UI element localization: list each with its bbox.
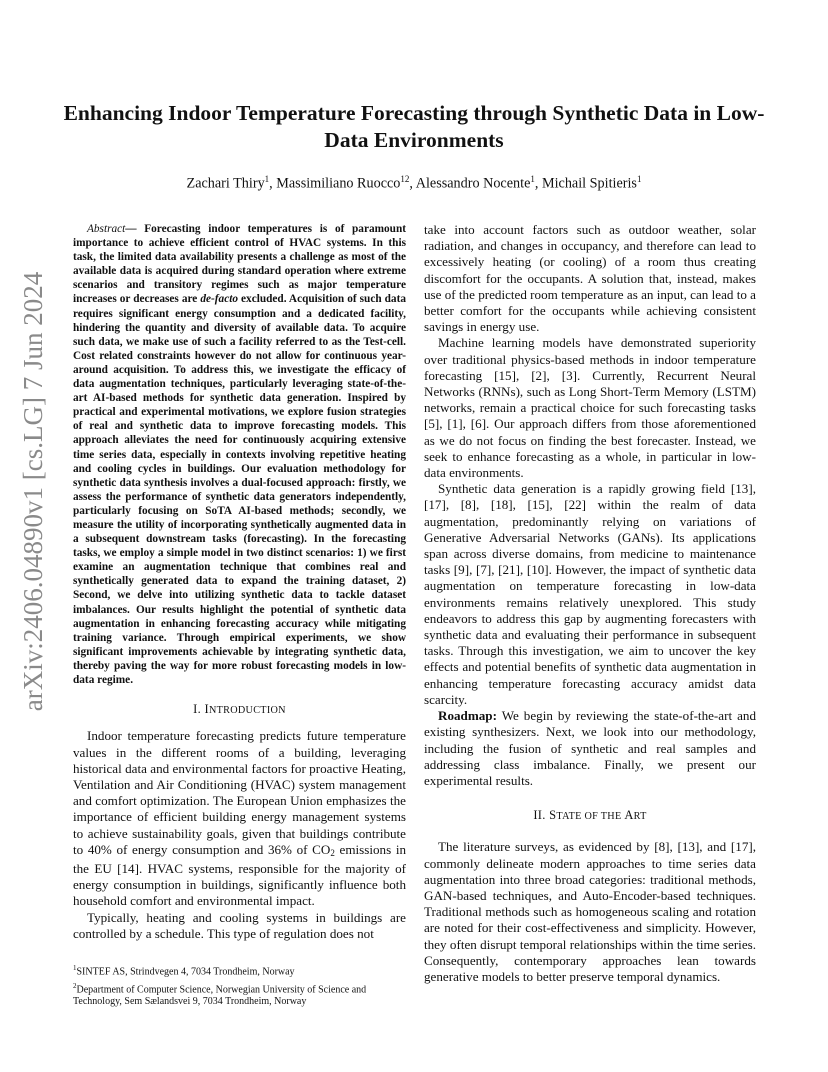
author-affiliation: 12: [400, 174, 410, 184]
author-affiliation: 1: [636, 174, 642, 184]
section-heading-introduction: [73, 701, 406, 719]
footnote: [73, 962, 406, 979]
section-title-initial: A: [624, 808, 634, 823]
abstract-text-a: — Forecasting indoor temperatures is of paramount importance to achieve efficient control of HVAC systems. In this task, the limited data availability presents a challenge as most of the available data is acquired during standard operation where extreme scenarios and transitory regimes such as major temperature increases or decreases are: [73, 223, 406, 306]
paper-title: Enhancing Indoor Temperature Forecasting through Synthetic Data in Low-Data Environments: [63, 101, 765, 152]
intro-paragraph-continued: take into account factors such as outdoor weather, solar radiation, and changes in occupancy, and therefore can lead to excessively heating (or cooling) of a room thus creating discomfort for the occupants. A solution that, instead, makes use of the predicted room temperature as an input, can lead to a better comfort for the occupants while achieving consistent savings in energy use.: [424, 222, 756, 335]
section-number: I.: [193, 702, 205, 717]
footnote-text: Department of Computer Science, Norwegian University of Science and Technology, Sem Sælandsvei 9, 7034 Trondheim, Norway: [73, 984, 367, 1008]
author-name: Zachari Thiry: [186, 175, 265, 192]
intro-paragraph: Machine learning models have demonstrated superiority over traditional physics-based methods in indoor temperature forecasting [15], [2], [3]. Currently, Recurrent Neural Networks (RNNs), such as Long Short-Term Memory (LSTM) networks, remain a practical choice for such forecasting tasks [5], [1], [6]. Our approach differs from those aforementioned as we do not focus on finding the best forecaster. Instead, we seek to enhance forecasting as a whole, in particular in low-data environments.: [424, 335, 756, 481]
abstract-emphasis: de-facto: [200, 293, 238, 306]
footnotes: [73, 962, 406, 1010]
subscript: 2: [330, 847, 335, 858]
author-list: Zachari Thiry$^1$, Massimiliano Ruocco$^{12}$, Alessandro Nocente$^1$, Michail Spitieris$^1$: [186, 174, 642, 192]
section-title-initial: I: [204, 702, 209, 717]
roadmap-text: We begin by reviewing the state-of-the-art and existing synthesizers. Next, we look into our methodology, including the fusion of synthetic and real samples and addressing class imbalance. Finally, we present our experimental results.: [424, 708, 756, 788]
abstract-label: Abstract: [87, 223, 126, 235]
roadmap-paragraph: [424, 708, 756, 789]
footnote: [73, 980, 406, 1009]
footnote-mark: 1: [73, 964, 77, 972]
section-number: II.: [533, 808, 550, 823]
author-affiliation: 1: [264, 174, 270, 184]
right-column: [424, 222, 756, 985]
section-title-rest: TATE OF THE: [556, 811, 625, 823]
author-affiliation: 1: [530, 174, 535, 184]
author-name: Massimiliano Ruocco: [276, 175, 401, 192]
intro-paragraph: Synthetic data generation is a rapidly growing field [13], [17], [8], [18], [15], [22] within the realm of data augmentation, predominantly relying on variations of Generative Adversarial Networks (GANs). Its applications span across diverse domains, from medicine to maintenance tasks [9], [7], [21], [10]. However, the impact of synthetic data augmentation on temperature forecasting in low-data environments remains relatively unexplored. This study endeavors to address this gap by augmenting forecasters with synthetic data and evaluating their performance in subsequent tasks. Through this investigation, we aim to uncover the key effects and potential benefits of synthetic data augmentation in enhancing temperature forecasting accuracy amidst data scarcity.: [424, 481, 756, 707]
intro-text: Indoor temperature forecasting predicts future temperature values in the different rooms of a building, leveraging historical data and environmental factors for proactive Heating, Ventilation and Air Conditioning (HVAC) system management and comfort optimization. The European Union emphasizes the importance of efficient building energy management systems to achieve sustainability goals, given that buildings contribute to 40% of energy consumption and 36% of CO: [73, 728, 406, 857]
abstract: [73, 222, 406, 687]
section-heading-state-of-the-art: [424, 807, 756, 825]
roadmap-label: Roadmap:: [438, 708, 497, 724]
section-title-rest: RT: [633, 811, 647, 823]
arxiv-stamp: [14, 271, 54, 711]
intro-text: emissions in the EU [14]. HVAC systems, responsible for the majority of energy consumption in buildings, significantly influence both household comfort and environmental impact.: [73, 841, 406, 909]
abstract-text-b: excluded. Acquisition of such data requires significant energy consumption and a dedicated facility, hindering the quantity and diversity of available data. To acquire such data, we make use of such a facility referred to as the Test-cell. Cost related constraints however do not allow for continuous year-around acquisition. To address this, we investigate the efficacy of data augmentation techniques, particularly leveraging state-of-the-art AI-based methods for synthetic data generation. Inspired by practical and experimental motivations, we explore fusion strategies of real and synthetic data to improve forecasting models. This approach alleviates the need for continuously acquiring extensive time series data, especially in contexts involving repetitive heating and cooling cycles in buildings. Our evaluation methodology for synthetic data synthesis involves a dual-focused approach: firstly, we assess the performance of synthetic data generators independently, particularly focusing on SoTA AI-based methods; secondly, we measure the utility of incorporating synthetically augmented data in a subsequent downstream tasks (forecasting). In the forecasting tasks, we employ a simple model in two distinct scenarios: 1) we first examine an augmentation technique that combines real and synthetically generated data to expand the training dataset, 2) Second, we delve into utilizing synthetic data to tackle dataset imbalances. Our results highlight the potential of synthetic data augmentation in enhancing forecasting accuracy while mitigating training variance. Through empirical experiments, we show significant improvements achievable by integrating synthetic data, thereby paving the way for more robust forecasting models in low-data regime.: [73, 293, 406, 686]
section-title-initial: S: [549, 808, 557, 823]
footnote-mark: 2: [73, 981, 77, 990]
intro-paragraph: Typically, heating and cooling systems in buildings are controlled by a schedule. This type of regulation does not: [73, 909, 406, 941]
footnote-text: SINTEF AS, Strindvegen 4, 7034 Trondheim, Norway: [76, 966, 295, 978]
section-title-rest: NTRODUCTION: [208, 705, 286, 717]
author-name: Alessandro Nocente: [415, 175, 531, 192]
left-column: [73, 222, 406, 942]
sota-paragraph: The literature surveys, as evidenced by [8], [13], and [17], commonly delineate modern approaches to time series data augmentation into three broad categories: traditional methods, GAN-based techniques, and Auto-Encoder-based techniques. Traditional methods such as homogeneous scaling and rotation are noted for their cost-effectiveness and simplicity. However, they often disrupt temporal relationships within the time series. Consequently, contemporary approaches lean towards generative models to better preserve temporal dynamics.: [424, 839, 756, 984]
arxiv-stamp-text: arXiv:2406.04890v1 [cs.LG] 7 Jun 2024: [18, 271, 49, 711]
author-name: Michail Spitieris: [541, 175, 637, 192]
intro-paragraph: [73, 728, 406, 909]
